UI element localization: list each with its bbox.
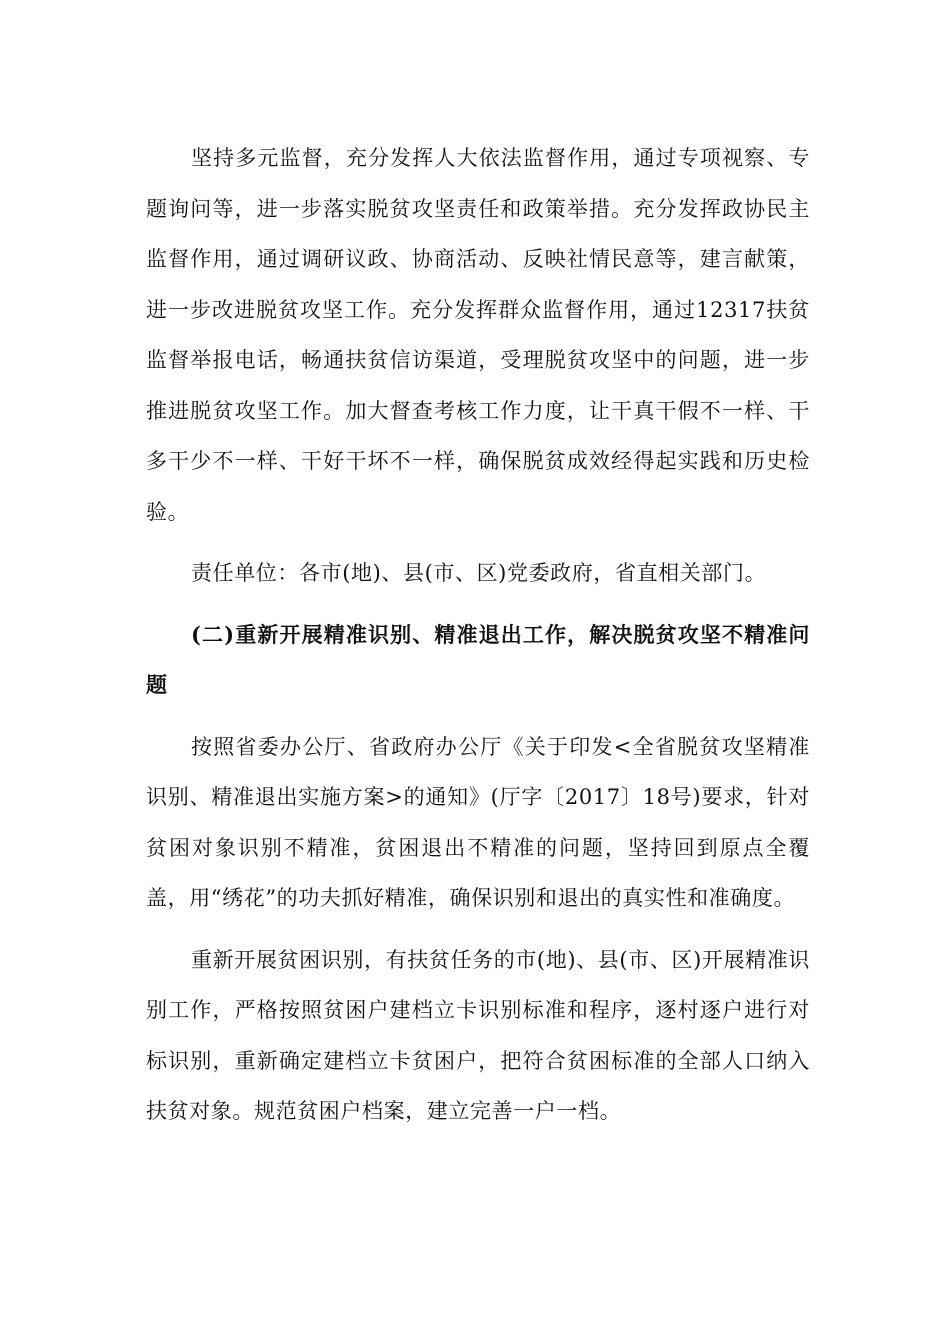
paragraph-reidentification: 重新开展贫困识别，有扶贫任务的市(地)、县(市、区)开展精准识别工作，严格按照贫困户建档立卡识别标准和程序，逐村逐户进行对标识别，重新确定建档立卡贫困户，把符合贫困标准的全部人口纳入扶贫对象。规范贫困户档案，建立完善一户一档。 [146,947,810,1123]
paragraph-responsible-units: 责任单位：各市(地)、县(市、区)党委政府，省直相关部门。 [191,561,767,585]
section-heading: (二)重新开展精准识别、精准退出工作，解决脱贫攻坚不精准问题 [146,621,810,697]
paragraph-identification-notice: 按照省委办公厅、省政府办公厅《关于印发<全省脱贫攻坚精准识别、精准退出实施方案>的通知》(厅字〔2017〕18号)要求，针对贫困对象识别不精准，贫困退出不精准的问题，坚持回到原点全覆盖，用“绣花”的功夫抓好精准，确保识别和退出的真实性和准确度。 [146,734,810,910]
paragraph-supervision: 坚持多元监督，充分发挥人大依法监督作用，通过专项视察、专题询问等，进一步落实脱贫攻坚责任和政策举措。充分发挥政协民主监督作用，通过调研议政、协商活动、反映社情民意等，建言献策，进一步改进脱贫攻坚工作。充分发挥群众监督作用，通过12317扶贫监督举报电话，畅通扶贫信访渠道，受理脱贫攻坚中的问题，进一步推进脱贫攻坚工作。加大督查考核工作力度，让干真干假不一样、干多干少不一样、干好干坏不一样，确保脱贫成效经得起实践和历史检验。 [146,146,810,524]
